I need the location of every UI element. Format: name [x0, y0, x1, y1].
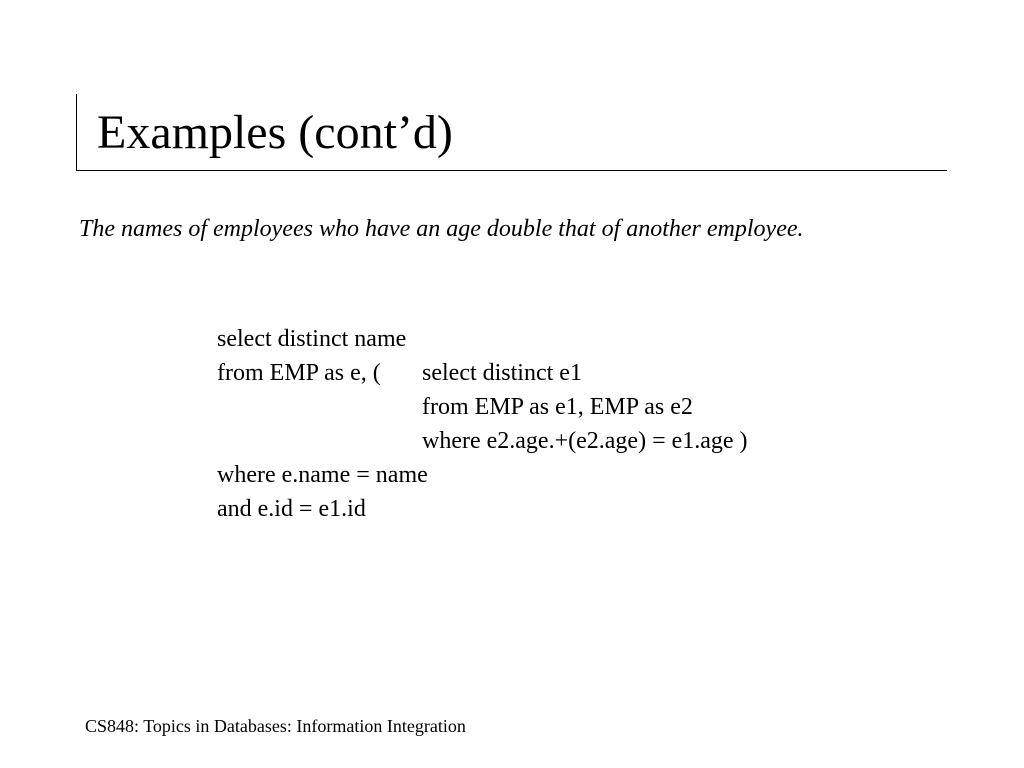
query-line-subwhere: where e2.age.+(e2.age) = e1.age ): [422, 428, 748, 454]
slide-title: Examples (cont’d): [97, 106, 453, 159]
query-line-and: and e.id = e1.id: [217, 496, 366, 522]
query-line-select: select distinct name: [217, 326, 407, 352]
query-line-subselect: select distinct e1: [422, 360, 582, 386]
title-vertical-rule: [76, 94, 77, 170]
query-line-from: from EMP as e, (: [217, 360, 381, 386]
slide-subtitle: The names of employees who have an age double that of another employee.: [79, 216, 804, 242]
slide-footer: CS848: Topics in Databases: Information Integration: [85, 716, 466, 736]
query-line-subfrom: from EMP as e1, EMP as e2: [422, 394, 693, 420]
title-horizontal-rule: [76, 170, 947, 171]
query-line-where: where e.name = name: [217, 462, 428, 488]
